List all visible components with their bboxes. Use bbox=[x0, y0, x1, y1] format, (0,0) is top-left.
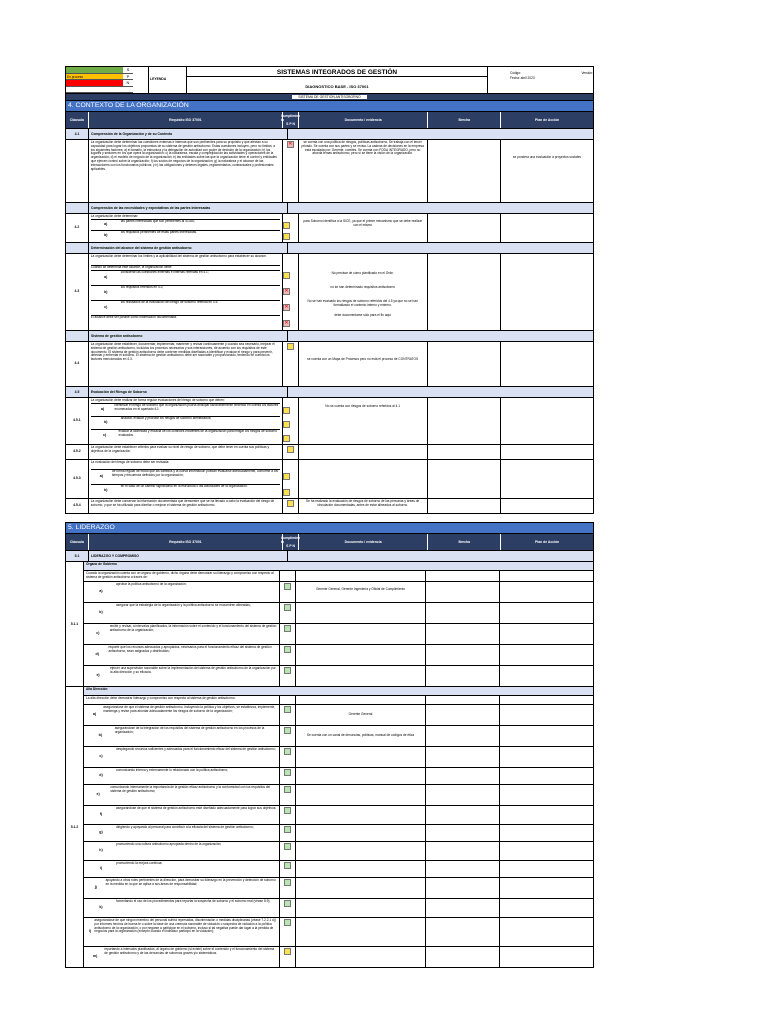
in-process-icon bbox=[283, 421, 290, 428]
in-process-icon bbox=[283, 473, 290, 480]
legend-box: S En proceso P N bbox=[66, 67, 149, 93]
compliant-icon bbox=[284, 919, 291, 926]
subhead-4-5: 4.5 Evaluación del Riesgo de Soborno bbox=[65, 387, 594, 398]
section-title: 5. LIDERAZGO bbox=[65, 522, 594, 534]
no-compliance-icon: ✕ bbox=[284, 287, 289, 294]
in-process-icon bbox=[283, 435, 290, 442]
table-row: 4.5.3 La evaluación del riesgo de soborno debe ser revisada: a) de forma regular de modo que los cambios y la nueva información puedan evaluarse adecuadamente, conforme a los tiempos y frecuencia definidos por la organización; b) en el caso de un cambio significativo en la estructura o las actividades de la organización. bbox=[65, 460, 594, 499]
in-process-icon bbox=[287, 500, 294, 507]
table-row: 4.5.1 La organización debe realizar de forma regular evaluaciones del riesgo de soborno que deben: a) identificar el riesgo de soborno que la organización podría anticipar razonablemente teniendo en cuenta los factores enumerados en el apartado 4.1 b) analizar, evaluar y priorizar los riesgos de soborno identificados; c) evaluar la idoneidad y eficacia de los controles existentes de la organización para mitigar los riesgos de soborno evaluados. No se cuenta con riesgos de soborno referidos al 4.1 bbox=[65, 398, 594, 445]
in-process-icon bbox=[287, 343, 294, 350]
column-header: Cláusula Requisito ISO 37001 Cumplimien to S P N Documento / evidencia Brecha Plan de Acción bbox=[65, 112, 594, 129]
no-compliance-icon: ✕ bbox=[288, 141, 293, 147]
system-band: SISTEMA DE GESTION ANTISOBORNO bbox=[65, 94, 594, 101]
compliant-icon bbox=[284, 646, 291, 653]
doc-meta: Código: Versión: Fecha: abril 2023 bbox=[510, 71, 593, 80]
block-5-1-1: 5.1.1 Órgano de Gobierno Cuando la organización cuenta con un órgano de gobierno, dicho órgano debe demostrar su liderazgo y compromiso con respecto al sistema de gestión antisoborno a través de: a) aprobar la política antisoborno de la organización; Gerente General, Gerente Ingeniería y Oficial de Cumplimiento b) asegurar que la estrategia de la organización y la política antisoborno se encuentren alineadas; c) recibir y revisar, a intervalos planificados, la información sobre el contenido y el funcionamiento del sistema de gestión antisoborno de la organización; d) requerir que los recursos adecuados y apropiados, necesarios para el funcionamiento eficaz del sistema de gestión antisoborno, sean asignados y distribuidos; e) ejercer una supervisión razonable sobre la implementación del sistema de gestión antisoborno de la organización por la alta dirección y su eficacia. bbox=[65, 562, 594, 687]
in-process-icon bbox=[283, 233, 290, 240]
compliant-icon bbox=[284, 786, 291, 793]
in-process-icon bbox=[283, 222, 290, 229]
subhead-5-1: 5.1 LIDERAZGO Y COMPROMISO bbox=[65, 551, 594, 562]
doc-title: SISTEMAS INTEGRADOS DE GESTIÓN bbox=[187, 69, 487, 77]
section-title: 4. CONTEXTO DE LA ORGANIZACIÓN bbox=[65, 101, 594, 112]
compliant-icon bbox=[284, 862, 291, 869]
in-process-icon bbox=[284, 948, 291, 955]
sheet-header bbox=[65, 66, 594, 94]
table-row: 4.5.2 La organización debe establecer criterios para evaluar su nivel de riesgo de soborno, que debe tener en cuenta sus políticas y objetivos de la organización. bbox=[65, 445, 594, 460]
compliant-icon bbox=[284, 879, 291, 886]
compliant-icon bbox=[284, 769, 291, 776]
compliant-icon bbox=[284, 706, 291, 713]
subhead-4-4: Sistema de gestión antisoborno bbox=[65, 331, 594, 342]
table-row: La organización debe determinar las cuestiones externas e internas que son pertinentes para su propósito y que afectan a su capacidad para lograr los objetivos propuestos de su sistema de gestión antisoborno. Estas cuestiones incluyen, pero no limitan, a los siguientes factores: a) el tamaño, la estructura y la delegación de autoridad con poder de decisión de la organización; b) los lugares y sectores en los que opera la organización; c) la naturaleza, escala y complejidad de las actividades y operaciones de la organización; d) el modelo de negocio de la organización; e) las entidades sobre las que la organización tiene el control y entidades que ejercen control sobre la organización; f) los socios de negocios de la organización; g) la naturaleza y el alcance de las interacciones con los funcionarios públicos; y h) las obligaciones y deberes legales, reglamentarios, contractuales y profesionales aplicables. ✕ se cuenta con una política de riesgos, políticas antisoborno. Se trabaja con el tercer privado. Se cuenta con sus partes y se revisa. La cadena de decisiones en la empresa está escalada por: Gerente, comités. Se cuenta con FODA INTEGRADO, pero no aborda temas antisoborno, pero sí se tiene la visión de la organización. se pondera una evaluación a proyectos sociales bbox=[65, 140, 594, 203]
compliant-icon bbox=[284, 583, 291, 590]
title-box bbox=[186, 67, 488, 93]
no-compliance-icon: ✕ bbox=[284, 319, 289, 326]
compliant-icon bbox=[284, 843, 291, 850]
compliant-icon bbox=[284, 625, 291, 632]
in-process-icon bbox=[283, 489, 290, 496]
in-process-icon bbox=[287, 446, 294, 453]
in-process-icon bbox=[283, 272, 290, 279]
table-row: 4.5.4 La organización debe conservar la información documentada que demuestre que se ha llevado a cabo la evaluación del riesgo de soborno, y que se ha utilizado para diseñar o mejorar el sistema de gestión antisoborno. Se ha realizado la evaluación de riesgos de soborno de las personas y áreas de vinculación documentadas, antes de estar alineados al soborno. bbox=[65, 499, 594, 514]
subhead-4-3: Determinación del alcance del sistema de gestión antisoborno bbox=[65, 243, 594, 254]
diagnostic-sheet bbox=[65, 66, 594, 968]
subhead-4-1: 4.1 Comprensión de la Organización y de su Contexto bbox=[65, 129, 594, 140]
in-process-icon bbox=[283, 407, 290, 414]
compliant-icon bbox=[284, 900, 291, 907]
subhead-4-2: Comprensión de las necesidades y expectativas de las partes interesadas bbox=[65, 203, 594, 214]
legend-label: LEYENDA bbox=[150, 77, 167, 81]
no-compliance-icon: ✕ bbox=[284, 303, 289, 310]
legend-in-process: En proceso bbox=[66, 74, 123, 81]
compliant-icon bbox=[284, 748, 291, 755]
compliant-icon bbox=[284, 727, 291, 734]
compliant-icon bbox=[284, 826, 291, 833]
table-row: 4.4 La organización debe establecer, documentar, implementar, mantener y revisar continuamente y cuando sea necesario, mejorar el sistema de gestión antisoborno, incluidos los procesos necesarios y sus interacciones, de acuerdo con los requisitos de este documento. El sistema de gestión antisoborno debe contener medidas diseñadas a identificar y evaluar el riesgo y para prevenir, detectar y enfrentar el soborno. El sistema de gestión antisoborno debe ser razonable y proporcionado, teniendo en cuenta los factores mencionados en 4.3. se cuenta con un Mapa de Procesos pero no está el proceso de CONTRATOS bbox=[65, 342, 594, 387]
table-row: 4.2 La organización debe determinar: a) las partes interesadas que son pertinentes al SGAS; b) los requisitos pertinentes de estas partes interesadas. para Soborno identifica a la SICE, ya que el primer mecanismo que se debe realizar con el mismo bbox=[65, 214, 594, 243]
block-5-1-2: 5.1.2 Alta Dirección La alta dirección debe demostrar liderazgo y compromiso con respecto al sistema de gestión antisoborno: a) asegurándose de que el sistema de gestión antisoborno, incluyendo la política y los objetivos, se establezca, implemente, mantenga y revise para abordar adecuadamente los riesgos de soborno de la organización; Gerente General b) asegurándose de la integración de los requisitos del sistema de gestión antisoborno en los procesos de la organización; Se cuenta con un canal de denuncias, políticas, manual de códigos de ética c) desplegando recursos suficientes y adecuados para el funcionamiento eficaz del sistema de gestión antisoborno; d) comunicando interna y externamente lo relacionado con la política antisoborno; e) comunicando internamente la importancia de la gestión eficaz antisoborno y la conformidad con los requisitos del sistema de gestión antisoborno; f) asegurándose de que el sistema de gestión antisoborno esté diseñado adecuadamente para lograr sus objetivos; g) dirigiendo y apoyando al personal para contribuir a la eficacia del sistema de gestión antisoborno; h) promoviendo una cultura antisoborno apropiada dentro de la organización; i) promoviendo la mejora continua; j) apoyando a otros roles pertinentes de la dirección, para demostrar su liderazgo en la prevención y detección de soborno en la medida en la que se aplica a sus áreas de responsabilidad; k) fomentando el uso de los procedimientos para reportar la sospecha de soborno y el soborno real (véase 8.9); l) asegurándose de que ningún miembro del personal sufrirá represalias, discriminación o medidas disciplinarias (véase 7.2.2.1 d)) por informes hechos de buena fe o sobre la base de una creencia razonable de violación o sospecha de violación a la política antisoborno de la organización, o por negarse a participar en el soborno, incluso si tal negativa puede dar lugar a la pérdida de negocios para la organización (excepto cuando el individuo participó en la violación); m) reportando a intervalos planificados, al órgano de gobierno (si existe) sobre el contenido y el funcionamiento del sistema de gestión antisoborno y de las denuncias de sobornos graves y/o sistemáticos. bbox=[65, 687, 594, 968]
doc-subtitle: DIAGNOSTICO BASE - ISO 37001 bbox=[305, 84, 369, 89]
compliant-icon bbox=[284, 604, 291, 611]
compliant-icon bbox=[284, 667, 291, 674]
compliant-icon bbox=[284, 807, 291, 814]
table-row: 4.3 La organización debe determinar los límites y la aplicabilidad del sistema de gestión antisoborno para establecer su alcance. Cuando se determina este alcance, la organización debe: a) considerar las cuestiones externas e internas referidas en 4.1; b) los requisitos referidos en 4.2; c) los resultados de la evaluación del riesgo de soborno referida en 4.5. El alcance debe ser posible como información documentada. ✕ ✕ ✕ No precisar de cómo planificado en el Orde. no se han determinado requisitos antisoborno No se han evaluado los riesgos de soborno referidos del 4.5 ya que no se han formalizado el contexto interno y externo. debe documentarse sólo para el fin aquí bbox=[65, 254, 594, 331]
column-header: Cláusula Requisito ISO 37001 Cumplimien to S P N Documento / evidencia Brecha Plan de Acción bbox=[65, 534, 594, 551]
